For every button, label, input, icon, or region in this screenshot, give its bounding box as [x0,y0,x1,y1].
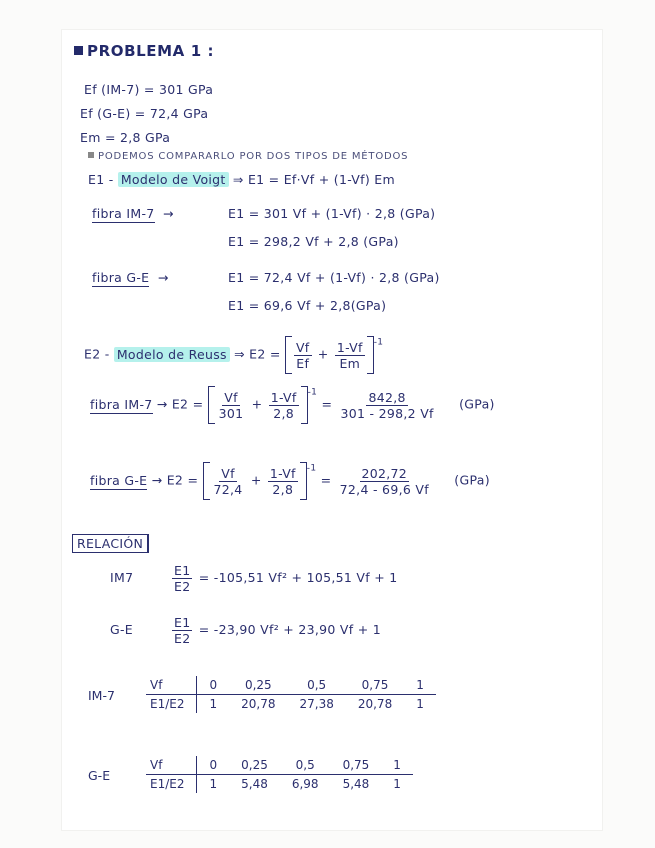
frac-den: E2 [174,579,191,594]
relacion-box: RELACIÓN [72,534,149,553]
bracket-right [300,462,307,500]
voigt-im7-eq2: E1 = 298,2 Vf + 2,8 (GPa) [228,234,399,249]
table-cell: 0,75 [346,676,404,695]
voigt-ge-label: fibra G-E → [92,270,169,285]
relacion-im7-label: IM7 [110,570,134,585]
frac-num: 842,8 [368,389,406,405]
table-cell: 1 [209,697,218,711]
reuss-ge-frac-1 [212,466,245,497]
relacion-ge-eq [170,615,381,646]
ratio-frac [172,615,192,646]
frac-den: 301 [218,405,244,421]
relacion-ge-label: G-E [110,622,133,637]
reuss-lhs: ⇒ E2 = [234,346,281,362]
reuss-header: E2 - Modelo de Reuss ⇒ E2 = $\frac{Vf}{Ef}$ + $\frac{1-Vf}{Em}$ $^{-1}$ [84,336,383,374]
given-ef-ge: Ef (G-E) = 72,4 GPa [80,106,209,121]
relacion-label [72,536,149,551]
table-im7 [146,676,436,713]
table-cell: 1 [209,777,218,791]
frac-num: 1-Vf [269,465,296,481]
table-cell: 0,5 [287,676,345,695]
note-bullet-icon [88,152,94,158]
voigt-prefix: E1 - [88,172,114,187]
reuss-ge-label: fibra G-E [90,472,148,488]
unit-label: (GPa) [454,472,490,488]
reuss-ge-result [338,466,431,497]
frac-num: E1 [174,615,191,630]
reuss-im7-row: fibra IM-7 → E2 = $\frac{Vf}{301}$ + $\frac{1-Vf}{2,8}$ $^{-1}$ = $\frac{842,8}{301 - 298,2 Vf}$ (GPa) [90,386,495,424]
reuss-frac-2 [335,340,365,371]
voigt-im7-eq1: E1 = 301 Vf + (1-Vf) · 2,8 (GPa) [228,206,436,221]
table-row [146,695,436,714]
bracket-left [203,462,210,500]
given-em: Em = 2,8 GPa [80,130,171,145]
exponent: -1 [307,387,318,398]
table-header-ratio: E1/E2 [146,695,197,714]
given-ef-im7: Ef (IM-7) = 301 GPa [84,82,214,97]
exponent: -1 [306,463,317,474]
bracket-right [301,386,308,424]
frac-num: Vf [221,465,235,481]
reuss-im7-result [339,390,436,421]
reuss-ge-frac-2 [268,466,298,497]
frac-num: Vf [224,389,238,405]
voigt-header [88,172,395,187]
table-cell: 1 [416,697,424,711]
frac-den: 72,4 - 69,6 Vf [339,481,429,497]
frac-den: E2 [174,631,191,646]
table-cell: 5,48 [342,777,370,791]
reuss-frac-1 [294,340,312,371]
reuss-im7-frac-1 [217,390,246,421]
relacion-im7-expression: = -105,51 Vf² + 105,51 Vf + 1 [198,570,398,585]
reuss-im7-lhs: → E2 = [156,396,204,412]
table-row [146,676,436,695]
table-im7-label: IM-7 [88,688,115,703]
frac-den: Ef [296,355,310,371]
frac-num: E1 [174,563,191,578]
frac-num: Vf [295,339,310,355]
table-cell: 0,25 [229,676,287,695]
bullet-square-icon [74,46,83,55]
bracket-right [367,336,374,374]
methods-note-text: PODEMOS COMPARARLO POR DOS TIPOS DE MÉTODOS [98,151,409,162]
table-cell: 0,5 [280,756,331,775]
voigt-model-highlight: Modelo de Voigt [118,172,229,187]
voigt-ge-eq2: E1 = 69,6 Vf + 2,8(GPa) [228,298,387,313]
voigt-im7-label: fibra IM-7 → [92,206,174,221]
table-header-ratio: E1/E2 [146,775,197,794]
table-cell: 0 [197,676,229,695]
ratio-frac [172,563,192,594]
methods-note [88,151,408,162]
voigt-im7-label-text: fibra IM-7 [92,206,155,221]
table-cell: 0 [197,756,229,775]
voigt-ge-eq1: E1 = 72,4 Vf + (1-Vf) · 2,8 (GPa) [228,270,440,285]
table-cell: 1 [381,756,413,775]
relacion-ge-expression: = -23,90 Vf² + 23,90 Vf + 1 [198,622,382,637]
frac-den: 301 - 298,2 Vf [340,405,434,421]
table-header-vf: Vf [146,756,197,775]
frac-num: 1-Vf [336,339,363,355]
bracket-left [285,336,292,374]
frac-den: Em [339,355,361,371]
table-row [146,756,413,775]
relacion-im7-eq [170,563,398,594]
table-cell: 27,38 [299,697,334,711]
reuss-ge-row: fibra G-E → E2 = $\frac{Vf}{72,4}$ + $\frac{1-Vf}{2,8}$ $^{-1}$ = $\frac{202,72}{72,4 - 69,6 Vf}$ (GPa) [90,462,490,500]
table-cell: 5,48 [241,777,268,791]
frac-num: 202,72 [361,465,408,481]
table-cell: 0,75 [331,756,382,775]
table-cell: 1 [404,676,436,695]
frac-num: 1-Vf [270,389,297,405]
frac-den: 2,8 [273,405,295,421]
table-cell: 6,98 [291,777,319,791]
table-cell: 1 [393,777,401,791]
table-cell: 20,78 [241,697,276,711]
reuss-model-highlight: Modelo de Reuss [114,347,230,362]
frac-den: 2,8 [272,481,294,497]
table-cell: 0,25 [229,756,280,775]
table-cell: 20,78 [357,697,393,711]
problem-title-text: PROBLEMA 1 : [87,42,215,60]
table-header-vf: Vf [146,676,197,695]
frac-den: 72,4 [213,481,243,497]
exponent: -1 [373,337,384,348]
unit-label: (GPa) [459,396,495,412]
table-ge-label: G-E [88,768,111,783]
voigt-formula: ⇒ E1 = Ef·Vf + (1-Vf) Em [232,172,395,187]
voigt-ge-label-text: fibra G-E [92,270,150,285]
table-ge [146,756,413,793]
reuss-im7-frac-2 [269,390,299,421]
table-row [146,775,413,794]
reuss-ge-lhs: → E2 = [151,472,199,488]
problem-title [74,42,214,60]
bracket-left [208,386,215,424]
reuss-prefix: E2 - [84,346,110,362]
reuss-im7-label: fibra IM-7 [90,396,153,412]
